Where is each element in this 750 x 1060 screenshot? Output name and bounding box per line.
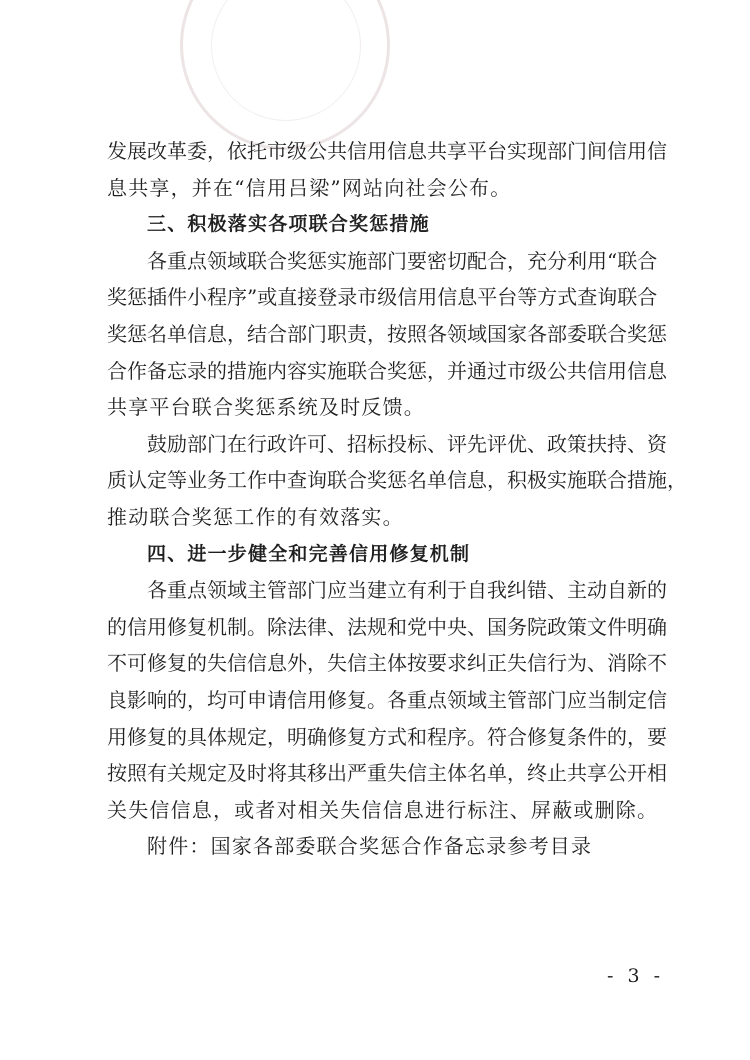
attachment-line: 附件：国家各部委联合奖惩合作备忘录参考目录 bbox=[147, 834, 593, 859]
body-line: 息共享，并在“信用吕梁”网站向社会公布。 bbox=[107, 175, 512, 200]
body-line: 良影响的，均可申请信用修复。各重点领域主管部门应当制定信 bbox=[107, 687, 667, 712]
document-body bbox=[107, 133, 687, 865]
body-line: 质认定等业务工作中查询联合奖惩名单信息，积极实施联合措施， bbox=[107, 468, 687, 493]
body-line: 共享平台联合奖惩系统及时反馈。 bbox=[107, 395, 425, 420]
body-line: 关失信信息，或者对相关失信信息进行标注、屏蔽或删除。 bbox=[107, 797, 659, 822]
body-line: 发展改革委，依托市级公共信用信息共享平台实现部门间信用信 bbox=[107, 139, 667, 163]
body-line: 各重点领域联合奖惩实施部门要密切配合，充分利用“联合 bbox=[147, 248, 658, 273]
body-line: 鼓励部门在行政许可、招标投标、评先评优、政策扶持、资 bbox=[147, 431, 667, 456]
body-line: 不可修复的失信信息外，失信主体按要求纠正失信行为、消除不 bbox=[107, 651, 667, 676]
section-heading-3: 三、积极落实各项联合奖惩措施 bbox=[147, 213, 430, 236]
body-line: 奖惩插件小程序”或直接登录市级信用信息平台等方式查询联合 bbox=[107, 285, 658, 310]
body-line: 合作备忘录的措施内容实施联合奖惩，并通过市级公共信用信息 bbox=[107, 358, 667, 383]
body-line: 的信用修复机制。除法律、法规和党中央、国务院政策文件明确 bbox=[107, 614, 667, 639]
body-line: 推动联合奖惩工作的有效落实。 bbox=[107, 504, 404, 529]
official-seal-inner-ring bbox=[211, 0, 361, 121]
section-heading-4: 四、进一步健全和完善信用修复机制 bbox=[147, 542, 471, 565]
official-seal bbox=[180, 0, 390, 150]
body-line: 各重点领域主管部门应当建立有利于自我纠错、主动自新的 bbox=[147, 578, 667, 603]
body-line: 按照有关规定及时将其移出严重失信主体名单，终止共享公开相 bbox=[107, 761, 667, 786]
page-number: - 3 - bbox=[606, 965, 664, 987]
body-line: 奖惩名单信息，结合部门职责，按照各领域国家各部委联合奖惩 bbox=[107, 321, 667, 346]
body-line: 用修复的具体规定，明确修复方式和程序。符合修复条件的，要 bbox=[107, 724, 667, 749]
